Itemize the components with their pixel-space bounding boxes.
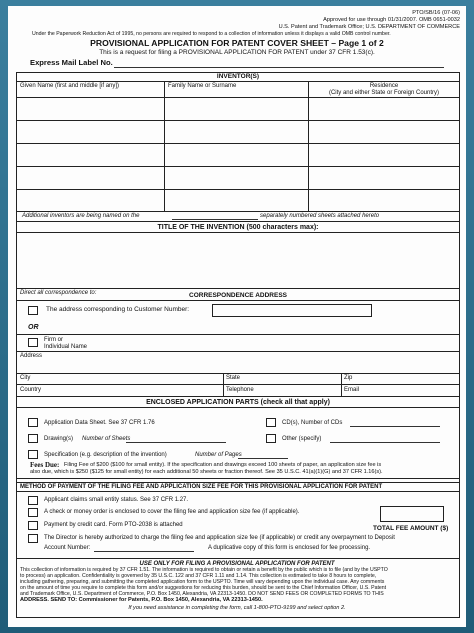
credit-card-checkbox[interactable] <box>28 521 38 530</box>
app-data-sheet-label: Application Data Sheet. See 37 CFR 1.76 <box>44 420 155 426</box>
paperwork-notice: Under the Paperwork Reduction Act of 1995, no persons are required to respond to a collection of information unless it displays a valid OMB control number. <box>32 31 391 37</box>
other-checkbox[interactable] <box>266 434 276 443</box>
or-label: OR <box>28 324 39 331</box>
footer-line-5: and Trademark Office, U.S. Department of Commerce, P.O. Box 1450, Alexandria, VA 22313-1450. DO NOT SEND FEES OR COMPLETED FORMS TO THIS <box>20 591 384 597</box>
total-fee-label: TOTAL FEE AMOUNT ($) <box>373 525 449 532</box>
col-residence: Residence <box>369 83 399 89</box>
footer-line-3: including gathering, preparing, and submitting the completed application form to the USPTO. Time will vary depending upon the individual case. Any comments <box>20 579 385 585</box>
deposit-account-label: Account Number: <box>44 545 91 551</box>
inventors-heading: INVENTOR(S) <box>216 73 260 80</box>
total-fee-field[interactable] <box>380 506 444 522</box>
specification-label: Specification (e.g. description of the invention) <box>44 452 167 458</box>
footer-line-1: This collection of information is required by 37 CFR 1.51. The information is required to obtain or retain a benefit by the public which is to file (and by the USPTO <box>20 567 388 573</box>
spec-pages-field[interactable] <box>238 458 288 459</box>
state-label: State <box>226 375 241 381</box>
invention-title-heading: TITLE OF THE INVENTION (500 characters max): <box>157 224 319 231</box>
use-only-notice: USE ONLY FOR FILING A PROVISIONAL APPLICATION FOR PATENT <box>139 561 335 567</box>
firm-label-1: Firm or <box>44 337 63 343</box>
check-enclosed-checkbox[interactable] <box>28 508 38 517</box>
express-mail-label: Express Mail Label No. <box>30 58 113 67</box>
fees-due-label: Fees Due: <box>30 461 60 469</box>
approval-note: Approved for use through 01/31/2007. OMB 0651-0032 <box>323 17 460 23</box>
additional-inventors-b: separately numbered sheets attached hereto <box>260 213 380 219</box>
form-subtitle: This is a request for filing a PROVISIONAL APPLICATION FOR PATENT under 37 CFR 1.53(c). <box>99 49 375 56</box>
col-residence-sub: (City and either State or Foreign Country) <box>328 90 440 96</box>
express-mail-field[interactable] <box>114 67 444 68</box>
zip-label: Zip <box>344 375 353 381</box>
cds-label: CD(s), Number of CDs <box>282 420 343 426</box>
invention-title-field[interactable] <box>16 232 460 288</box>
cds-checkbox[interactable] <box>266 418 276 427</box>
app-data-sheet-checkbox[interactable] <box>28 418 38 427</box>
spec-pages-label: Number of Pages <box>195 452 242 458</box>
drawings-sheets-label: Number of Sheets <box>82 436 131 442</box>
email-label: Email <box>344 387 360 393</box>
customer-number-label: The address corresponding to Customer Number: <box>46 306 190 313</box>
drawings-checkbox[interactable] <box>28 434 38 443</box>
form-sheet <box>8 6 466 627</box>
duplicative-copy-label: A duplicative copy of this form is enclosed for fee processing. <box>208 545 371 551</box>
drawings-label: Drawing(s) <box>44 436 74 442</box>
additional-sheets-field[interactable] <box>172 219 258 220</box>
check-enclosed-label: A check or money order is enclosed to cover the filing fee and application size fee (if applicable). <box>44 509 300 515</box>
assistance-note: If you need assistance in completing the form, call 1-800-PTO-9199 and select option 2. <box>128 605 346 611</box>
enclosed-parts-heading: ENCLOSED APPLICATION PARTS (check all that apply) <box>146 399 330 406</box>
footer-line-4: on the amount of time you require to complete this form and/or suggestions for reducing this burden, should be sent to the Chief Information Officer, U.S. Patent <box>20 585 387 591</box>
customer-number-field[interactable] <box>212 304 372 317</box>
footer-line-2: to process) an application. Confidentiality is governed by 35 U.S.C. 122 and 37 CFR 1.11 and 1.14. This collection is estimated to take 8 hours to complete, <box>20 573 377 579</box>
drawings-sheets-field[interactable] <box>126 442 226 443</box>
city-label: City <box>20 375 31 381</box>
other-specify-field[interactable] <box>330 442 440 443</box>
fees-line-2: also due, which is $250 ($125 for small entity) for each additional 50 sheets or fraction thereof. See 35 U.S.C. 41(a)(1)(G) and 37 CFR 1.16(s). <box>30 469 383 475</box>
address-field[interactable] <box>16 351 460 373</box>
specification-checkbox[interactable] <box>28 450 38 459</box>
fees-line-1: Filing Fee of $200 ($100 for small entity). If the specification and drawings exceed 100 sheets of paper, an application size fee is <box>64 462 382 468</box>
telephone-label: Telephone <box>226 387 254 393</box>
credit-card-label: Payment by credit card. Form PTO-2038 is attached <box>44 522 183 528</box>
small-entity-checkbox[interactable] <box>28 496 38 505</box>
form-id: PTO/SB/16 (07-06) <box>412 10 460 16</box>
other-label: Other (specify) <box>282 436 322 442</box>
customer-number-checkbox[interactable] <box>28 306 38 315</box>
col-family-name: Family Name or Surname <box>168 83 237 89</box>
cds-count-field[interactable] <box>350 426 440 427</box>
agency-line: U.S. Patent and Trademark Office; U.S. DEPARTMENT OF COMMERCE <box>278 24 460 30</box>
correspondence-heading: CORRESPONDENCE ADDRESS <box>189 292 287 299</box>
country-label: Country <box>20 387 42 393</box>
additional-inventors-a: Additional inventors are being named on the <box>22 213 140 219</box>
director-line-1: The Director is hereby authorized to charge the filing fee and application size fee (if applicable) or credit any overpayment to Deposit <box>44 535 395 541</box>
address-label: Address <box>20 353 43 359</box>
director-authorized-checkbox[interactable] <box>28 534 38 543</box>
payment-heading: METHOD OF PAYMENT OF THE FILING FEE AND APPLICATION SIZE FEE FOR THIS PROVISIONAL APPLICATION FOR PATENT <box>20 484 383 490</box>
form-title: PROVISIONAL APPLICATION FOR PATENT COVER SHEET – Page 1 of 2 <box>90 38 384 48</box>
inventor-1-given[interactable] <box>16 97 164 120</box>
firm-label-2: Individual Name <box>44 344 88 350</box>
firm-name-checkbox[interactable] <box>28 338 38 347</box>
direct-correspondence-label: Direct all correspondence to: <box>20 290 97 296</box>
small-entity-label: Applicant claims small entity status. See 37 CFR 1.27. <box>44 497 189 503</box>
footer-send-line: ADDRESS. SEND TO: Commissioner for Patents, P.O. Box 1450, Alexandria, VA 22313-1450. <box>20 597 263 603</box>
col-given-name: Given Name (first and middle [if any]) <box>20 83 120 89</box>
deposit-account-field[interactable] <box>94 551 194 552</box>
